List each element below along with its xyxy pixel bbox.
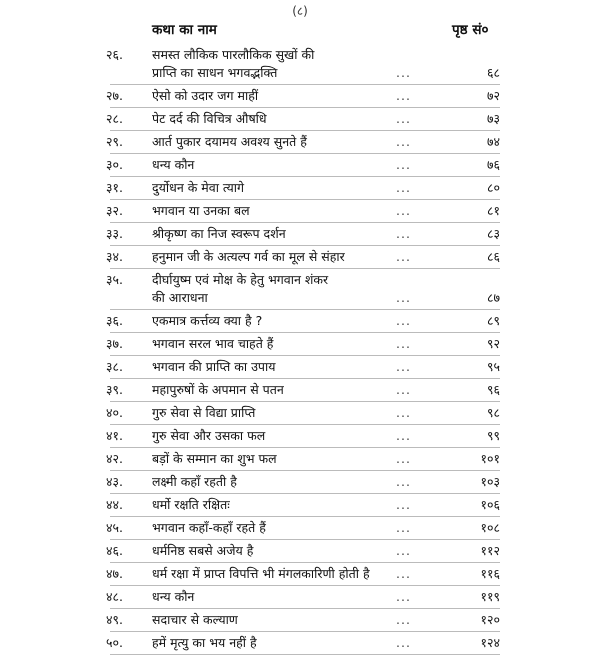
toc-entry bbox=[0, 333, 600, 355]
toc-entry bbox=[0, 177, 600, 199]
entry-number: ४२. bbox=[106, 451, 123, 466]
entry-page-number: ७४ bbox=[486, 134, 500, 149]
entry-number: ४६. bbox=[106, 543, 123, 558]
entry-title-line: भगवान सरल भाव चाहते हैं bbox=[152, 336, 274, 351]
entry-leader-dots: ... bbox=[396, 180, 411, 195]
entry-leader-dots: ... bbox=[396, 249, 411, 264]
entry-page-number: ७२ bbox=[486, 88, 500, 103]
entry-number: ३८. bbox=[106, 359, 123, 374]
entry-leader-dots: ... bbox=[396, 313, 411, 328]
entry-page-number: ८९ bbox=[486, 313, 500, 328]
entry-number: ४९. bbox=[106, 612, 123, 627]
entry-leader-dots: ... bbox=[396, 612, 411, 627]
entry-title-line: समस्त लौकिक पारलौकिक सुखों की bbox=[152, 47, 315, 62]
entry-page-number: ८७ bbox=[486, 290, 500, 305]
entry-number: ३०. bbox=[106, 157, 123, 172]
entry-leader-dots: ... bbox=[396, 203, 411, 218]
entry-title-line: दीर्घायुष्म एवं मोक्ष के हेतु भगवान शंकर bbox=[152, 272, 329, 287]
entry-title-line: आर्त पुकार दयामय अवश्य सुनते हैं bbox=[152, 134, 307, 149]
toc-entry bbox=[0, 154, 600, 176]
entry-leader-dots: ... bbox=[396, 290, 411, 305]
entry-title-line: बड़ों के सम्मान का शुभ फल bbox=[152, 451, 277, 466]
entry-number: ३५. bbox=[106, 272, 123, 287]
entry-title-line: धर्मनिष्ठ सबसे अजेय है bbox=[152, 543, 254, 558]
entry-number: ४०. bbox=[106, 405, 123, 420]
entry-leader-dots: ... bbox=[396, 474, 411, 489]
entry-page-number: ७३ bbox=[486, 111, 500, 126]
entry-page-number: १२४ bbox=[480, 635, 500, 650]
toc-entry bbox=[0, 425, 600, 447]
entry-leader-dots: ... bbox=[396, 497, 411, 512]
entry-page-number: ६८ bbox=[486, 65, 500, 80]
entry-title-line: सदाचार से कल्याण bbox=[152, 612, 238, 627]
entry-title-line: दुर्योधन के मेवा त्यागे bbox=[152, 180, 245, 195]
toc-entry bbox=[0, 540, 600, 562]
entry-leader-dots: ... bbox=[396, 428, 411, 443]
toc-entry bbox=[0, 131, 600, 153]
entry-number: २७. bbox=[106, 88, 123, 103]
entry-number: ३९. bbox=[106, 382, 123, 397]
entry-title-line: श्रीकृष्ण का निज स्वरूप दर्शन bbox=[152, 226, 286, 241]
column-title-heading: कथा का नाम bbox=[152, 22, 217, 38]
entry-number: ३१. bbox=[106, 180, 123, 195]
toc-entry bbox=[0, 494, 600, 516]
entry-title-line: एकमात्र कर्त्तव्य क्या है ? bbox=[152, 313, 263, 328]
entry-page-number: ११२ bbox=[480, 543, 500, 558]
entry-title-line: धर्मो रक्षति रक्षितः bbox=[152, 497, 230, 512]
entry-leader-dots: ... bbox=[396, 157, 411, 172]
toc-entry bbox=[0, 108, 600, 130]
entry-page-number: १०३ bbox=[480, 474, 500, 489]
entry-number: ४५. bbox=[106, 520, 123, 535]
entry-number: २६. bbox=[106, 47, 123, 62]
entry-title-line: गुरु सेवा से विद्या प्राप्ति bbox=[152, 405, 256, 420]
entry-number: ३४. bbox=[106, 249, 123, 264]
toc-entry bbox=[0, 223, 600, 245]
toc-entry bbox=[0, 200, 600, 222]
entry-leader-dots: ... bbox=[396, 520, 411, 535]
toc-entry bbox=[0, 402, 600, 424]
entry-number: ३३. bbox=[106, 226, 123, 241]
entry-title-line: भगवान या उनका बल bbox=[152, 203, 250, 218]
entry-number: ४१. bbox=[106, 428, 123, 443]
toc-entry bbox=[0, 246, 600, 268]
entry-title-line: महापुरुषों के अपमान से पतन bbox=[152, 382, 284, 397]
entry-leader-dots: ... bbox=[396, 451, 411, 466]
entry-leader-dots: ... bbox=[396, 336, 411, 351]
entry-number: ४८. bbox=[106, 589, 123, 604]
entry-title-line: पेट दर्द की विचित्र औषधि bbox=[152, 111, 267, 126]
toc-entry bbox=[0, 310, 600, 332]
toc-entry bbox=[0, 471, 600, 493]
toc-header bbox=[0, 16, 600, 40]
toc-entry bbox=[0, 563, 600, 585]
entry-leader-dots: ... bbox=[396, 88, 411, 103]
entry-page-number: १०६ bbox=[480, 497, 500, 512]
entry-title-line: ऐसो को उदार जग माहीं bbox=[152, 88, 259, 103]
toc-entry bbox=[0, 269, 600, 309]
toc-entry bbox=[0, 632, 600, 654]
entry-number: २९. bbox=[106, 134, 123, 149]
entry-page-number: ९९ bbox=[486, 428, 500, 443]
entry-title-line-2: की आराधना bbox=[152, 290, 208, 305]
entry-page-number: १०१ bbox=[480, 451, 500, 466]
entry-page-number: ८६ bbox=[486, 249, 500, 264]
entry-number: ३७. bbox=[106, 336, 123, 351]
entry-page-number: ९२ bbox=[486, 336, 500, 351]
entry-page-number: ११६ bbox=[480, 566, 500, 581]
toc-entry bbox=[0, 448, 600, 470]
entry-leader-dots: ... bbox=[396, 226, 411, 241]
entry-page-number: १०८ bbox=[480, 520, 500, 535]
entry-title-line: धर्म रक्षा में प्राप्त विपत्ति भी मंगलकारिणी होती है bbox=[152, 566, 370, 581]
toc-entry bbox=[0, 517, 600, 539]
entry-title-line: हनुमान जी के अत्यल्प गर्व का मूल से संहार bbox=[152, 249, 345, 264]
entry-page-number: ९६ bbox=[486, 382, 500, 397]
table-of-contents bbox=[0, 44, 600, 655]
entry-number: ३६. bbox=[106, 313, 123, 328]
entry-title-line: भगवान की प्राप्ति का उपाय bbox=[152, 359, 276, 374]
entry-number: ४७. bbox=[106, 566, 123, 581]
page-number: (८) bbox=[292, 4, 308, 18]
toc-entry bbox=[0, 586, 600, 608]
entry-number: ४४. bbox=[106, 497, 123, 512]
entry-page-number: ९५ bbox=[486, 359, 500, 374]
toc-entry bbox=[0, 85, 600, 107]
entry-leader-dots: ... bbox=[396, 566, 411, 581]
toc-entry bbox=[0, 356, 600, 378]
entry-number: ४३. bbox=[106, 474, 123, 489]
entry-leader-dots: ... bbox=[396, 111, 411, 126]
entry-page-number: ८१ bbox=[486, 203, 500, 218]
entry-page-number: १२० bbox=[480, 612, 500, 627]
toc-entry bbox=[0, 379, 600, 401]
entry-title-line: धन्य कौन bbox=[152, 157, 195, 172]
entry-title-line: हमें मृत्यु का भय नहीं है bbox=[152, 635, 257, 650]
entry-title-line: धन्य कौन bbox=[152, 589, 195, 604]
entry-leader-dots: ... bbox=[396, 359, 411, 374]
column-page-heading: पृष्ठ सं० bbox=[452, 22, 489, 38]
entry-title-line: लक्ष्मी कहाँ रहती है bbox=[152, 474, 237, 489]
entry-leader-dots: ... bbox=[396, 589, 411, 604]
entry-number: ३२. bbox=[106, 203, 123, 218]
entry-page-number: ७६ bbox=[486, 157, 500, 172]
entry-number: ५०. bbox=[106, 635, 123, 650]
entry-title-line: गुरु सेवा और उसका फल bbox=[152, 428, 266, 443]
entry-leader-dots: ... bbox=[396, 635, 411, 650]
entry-leader-dots: ... bbox=[396, 543, 411, 558]
toc-entry bbox=[0, 609, 600, 631]
entry-page-number: ९८ bbox=[486, 405, 500, 420]
entry-title-line-2: प्राप्ति का साधन भगवद्भक्ति bbox=[152, 65, 278, 80]
toc-entry bbox=[0, 44, 600, 84]
entry-leader-dots: ... bbox=[396, 65, 411, 80]
entry-leader-dots: ... bbox=[396, 405, 411, 420]
entry-page-number: ११९ bbox=[480, 589, 500, 604]
entry-page-number: ८३ bbox=[486, 226, 500, 241]
entry-title-line: भगवान कहाँ-कहाँ रहते हैं bbox=[152, 520, 266, 535]
entry-leader-dots: ... bbox=[396, 382, 411, 397]
entry-page-number: ८० bbox=[486, 180, 500, 195]
entry-number: २८. bbox=[106, 111, 123, 126]
entry-leader-dots: ... bbox=[396, 134, 411, 149]
